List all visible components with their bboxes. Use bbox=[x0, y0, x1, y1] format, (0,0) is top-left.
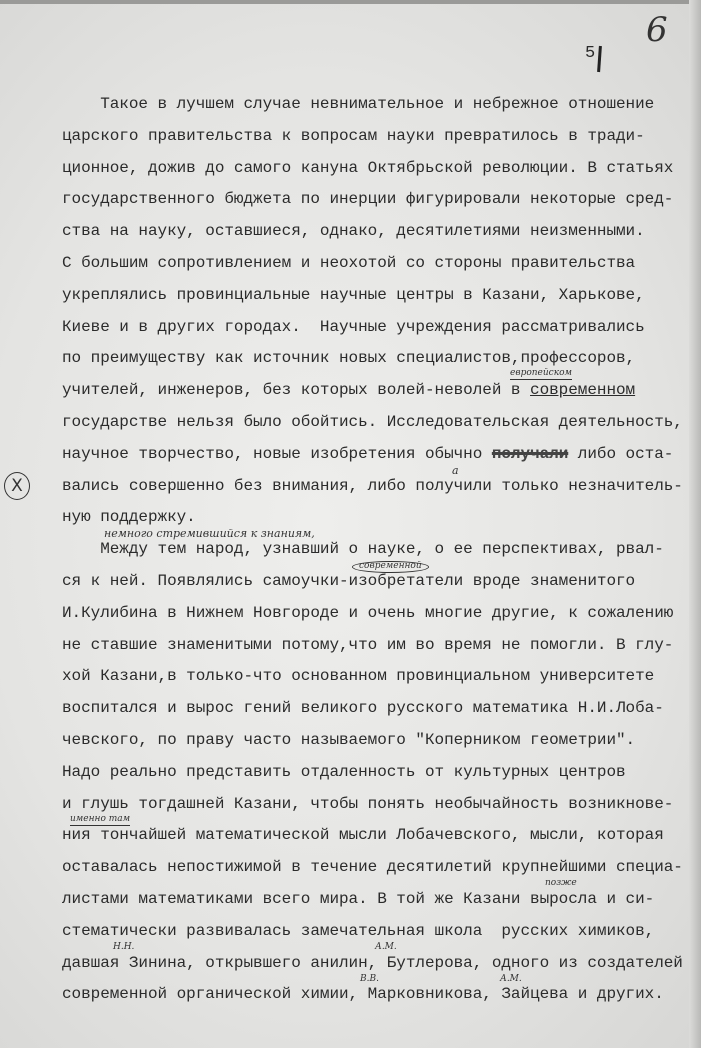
text-segment: ся к ней. Появлялись самоучки-изобретатели вроде знаменитого bbox=[62, 571, 636, 590]
text-segment: либо оста- bbox=[568, 444, 674, 463]
handwritten-insert-exactly-there: именно там bbox=[70, 814, 131, 824]
text-segment: и глушь тогдашней Казани, чтобы понять необычайность возникнове- bbox=[62, 794, 674, 813]
text-segment: по преимуществу как источник новых специалистов,профессоров, bbox=[62, 349, 636, 368]
text-segment: укреплялись провинциальные научные центры в Казани, Харькове, bbox=[62, 285, 645, 304]
text-segment: ную поддержку. bbox=[62, 508, 196, 527]
text-line bbox=[62, 153, 683, 185]
margin-circled-x-mark: X bbox=[4, 472, 30, 500]
text-line bbox=[62, 916, 683, 948]
typed-page-number: 5 bbox=[585, 44, 596, 63]
text-line bbox=[62, 121, 683, 153]
handwritten-insert-later: позже bbox=[545, 878, 577, 888]
handwritten-initials-butlerov: А.М. bbox=[375, 942, 397, 952]
text-line bbox=[62, 789, 683, 821]
text-line bbox=[62, 216, 683, 248]
text-segment: воспитался и вырос гений великого русского математика Н.И.Лоба- bbox=[62, 699, 664, 718]
handwritten-insert-european: европейском bbox=[510, 368, 572, 378]
text-segment: листами математиками всего мира. В той же Казани выросла и си- bbox=[62, 889, 655, 908]
handwritten-page-number: 6 bbox=[646, 10, 668, 50]
text-segment: царского правительства к вопросам науки превратилось в тради- bbox=[62, 126, 645, 145]
text-segment: С большим сопротивлением и неохотой со стороны правительства bbox=[62, 253, 636, 272]
text-line bbox=[62, 439, 683, 471]
scan-right-edge bbox=[689, 0, 701, 1048]
text-segment: Между тем народ, узнавший о науке, о ее перспективах, рвал- bbox=[62, 540, 664, 559]
text-segment: хой Казани,в только-что основанном провинциальном университете bbox=[62, 667, 655, 686]
text-line bbox=[62, 820, 683, 852]
text-line bbox=[62, 757, 683, 789]
text-segment: ства на науку, оставшиеся, однако, десятилетиями неизменными. bbox=[62, 222, 645, 241]
text-line bbox=[62, 248, 683, 280]
text-segment: Такое в лучшем случае невнимательное и небрежное отношение bbox=[62, 95, 655, 113]
text-line bbox=[62, 693, 683, 725]
text-segment: ния тончайшей математической мысли Лобачевского, мысли, которая bbox=[62, 826, 664, 845]
text-line bbox=[62, 471, 683, 503]
handwritten-correction-a: а bbox=[452, 464, 459, 477]
text-line bbox=[62, 184, 683, 216]
typewritten-body bbox=[62, 89, 683, 1011]
text-line bbox=[62, 884, 683, 916]
text-line bbox=[62, 407, 683, 439]
text-line bbox=[62, 852, 683, 884]
text-segment: И.Кулибина в Нижнем Новгороде и очень многие другие, к сожалению bbox=[62, 603, 674, 622]
text-segment: давшая Зинина, открывшего анилин, Бутлерова, одного из создателей bbox=[62, 953, 683, 972]
text-segment: стематически развивалась замечательная школа русских химиков, bbox=[62, 921, 655, 940]
text-segment: не ставшие знаменитыми потому,что им во время не помогли. В глу- bbox=[62, 635, 674, 654]
handwritten-initials-markovnikov: В.В. bbox=[360, 974, 379, 984]
text-segment: оставалась непостижимой в течение десятилетий крупнейшими специа- bbox=[62, 858, 683, 877]
handwritten-insert-modern: современной bbox=[352, 561, 429, 573]
text-segment: Надо реально представить отдаленность от культурных центров bbox=[62, 762, 626, 781]
text-line bbox=[62, 661, 683, 693]
handwritten-initials-zaitsev: А.М. bbox=[500, 974, 522, 984]
text-segment: ционное, дожив до самого кануна Октябрьской революции. В статьях bbox=[62, 158, 674, 177]
text-segment: учителей, инженеров, без которых волей-неволей в bbox=[62, 381, 531, 400]
text-segment: Киеве и в других городах. Научные учреждения рассматривались bbox=[62, 317, 645, 336]
text-line bbox=[62, 89, 683, 121]
text-segment: современном bbox=[530, 381, 636, 400]
text-segment: государственного бюджета по инерции фигурировали некоторые сред- bbox=[62, 190, 674, 209]
text-segment: чевского, по праву часто называемого "Коперником геометрии". bbox=[62, 730, 636, 749]
text-line bbox=[62, 280, 683, 312]
text-line bbox=[62, 630, 683, 662]
text-segment: современной органической химии, Марковникова, Зайцева и других. bbox=[62, 985, 664, 1004]
scan-top-edge bbox=[0, 0, 701, 4]
text-line bbox=[62, 312, 683, 344]
text-segment: научное творчество, новые изобретения обычно bbox=[62, 444, 492, 463]
pen-stroke bbox=[597, 46, 602, 72]
text-segment: вались совершенно без внимания, либо получили только незначитель- bbox=[62, 476, 683, 495]
text-segment: государстве нельзя было обойтись. Исследовательская деятельность, bbox=[62, 412, 683, 431]
text-line bbox=[62, 343, 683, 375]
text-line bbox=[62, 598, 683, 630]
handwritten-initials-zinin: Н.Н. bbox=[113, 942, 135, 952]
struck-word: получали bbox=[491, 444, 569, 463]
text-line bbox=[62, 375, 683, 407]
text-line bbox=[62, 725, 683, 757]
handwritten-insert-striving: немного стремившийся к знаниям, bbox=[104, 527, 315, 540]
